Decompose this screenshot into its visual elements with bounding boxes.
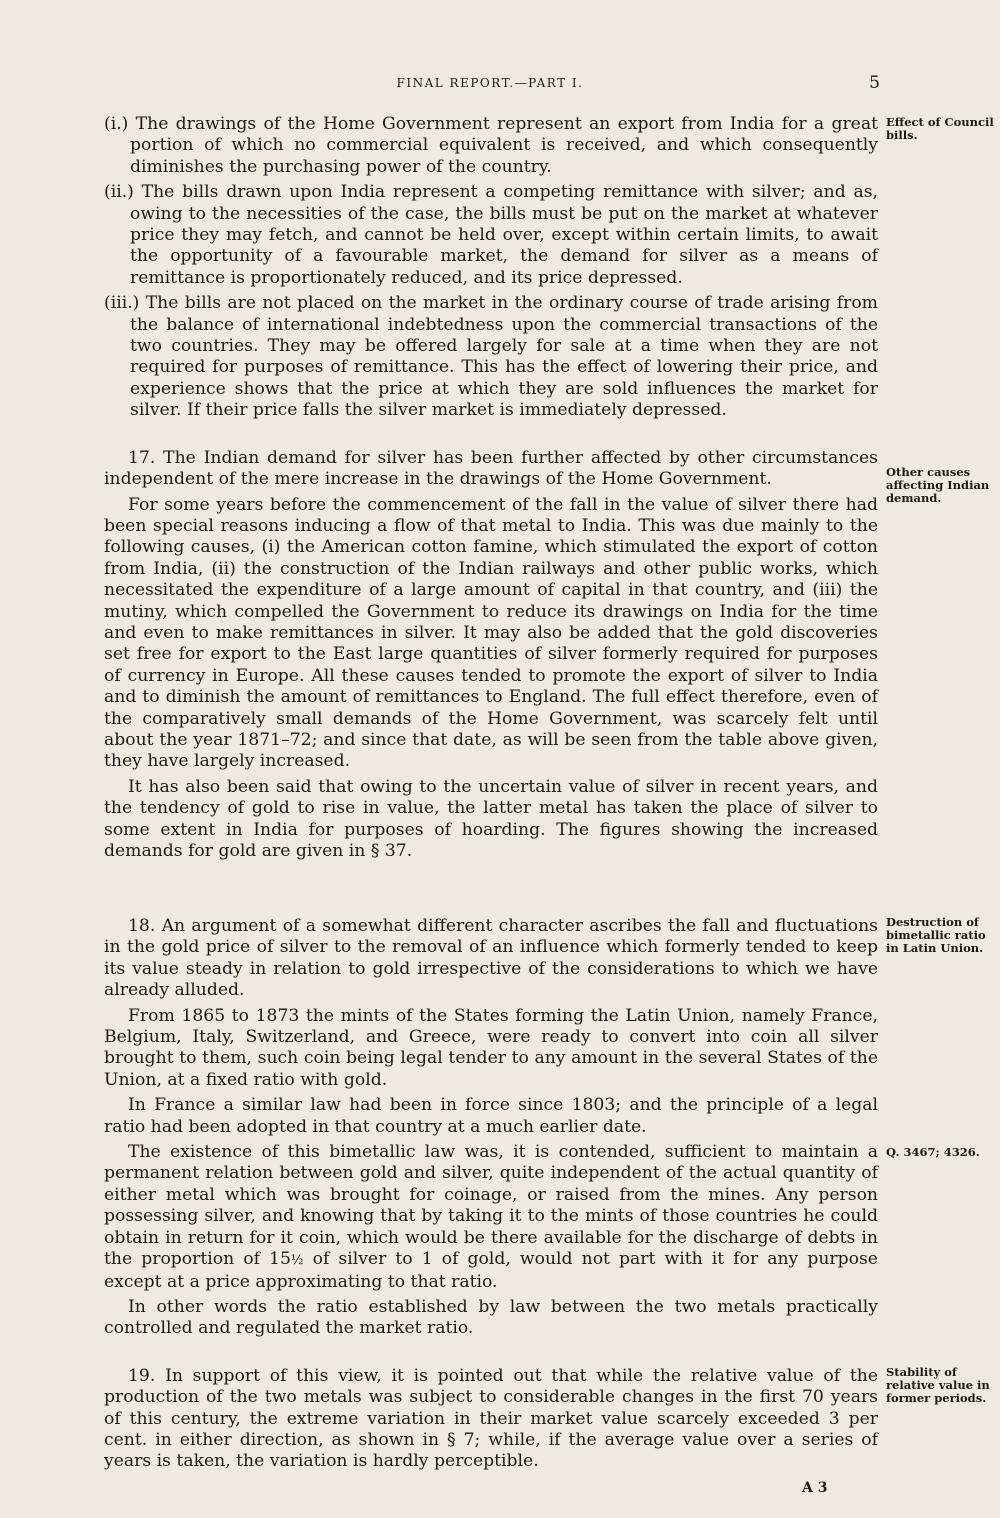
section-18-paragraph-4 <box>104 1142 878 1293</box>
section-18-heading-paragraph: 18. An argument of a somewhat different character ascribes the fall and fluctuations in the gold price of silver to the removal of an influence which formerly tended to keep its value steady in relation to gold irrespective of the considerations to which we have already alluded. <box>104 916 878 1001</box>
section-17-heading-paragraph: 17. The Indian demand for silver has been further affected by other circumstances independent of the mere increase in the drawings of the Home Government. <box>104 447 878 490</box>
paragraph-i: (i.) The drawings of the Home Government represent an export from India for a great portion of which no commercial equivalent is received, and which consequently diminishes the purchasing power of the country. <box>104 114 878 177</box>
margin-note-stability: Stability of relative value in former periods. <box>886 1365 990 1405</box>
section-18-paragraph-5: In other words the ratio established by law between the two metals practically controlled and regulated the market ratio. <box>104 1296 878 1339</box>
section-19-paragraph: 19. In support of this view, it is pointed out that while the relative value of the production of the two metals was subject to considerable changes in the first 70 years of this century, the extreme variation in their market value scarcely exceeded 3 per cent. in either direction, as shown in § 7; while, if the average value over a series of years is taken, the variation is hardly perceptible. <box>104 1365 878 1472</box>
margin-note-effect-of-council-bills: Effect of Council bills. <box>886 115 994 142</box>
fraction-half: ½ <box>290 1253 304 1269</box>
running-header <box>100 73 880 98</box>
body-text-bottom <box>104 916 878 1477</box>
body-text-top <box>104 114 878 866</box>
margin-note-destruction-ratio: Destruction of bimetallic ratio in Latin Union. <box>886 915 986 955</box>
signature-mark: A 3 <box>802 1480 828 1496</box>
section-18-paragraph-2: From 1865 to 1873 the mints of the States forming the Latin Union, namely France, Belgium, Italy, Switzerland, and Greece, were ready to convert into coin all silver brought to them, such coin being legal tender to any amount in the several States of the Union, at a fixed ratio with gold. <box>104 1005 878 1090</box>
section-18-paragraph-4-text: The existence of this bimetallic law was, it is contended, sufficient to maintain a permanent relation between gold and silver, quite independent of the actual quantity of either metal which was brought for coinage, or raised from the mines. Any person possessing silver, and knowing that by taking it to the mints of those countries he could obtain in return for it coin, which would be there available for the discharge of debts in the proportion of 15 <box>104 1142 878 1270</box>
paragraph-ii: (ii.) The bills drawn upon India represent a competing remittance with silver; and as, owing to the necessities of the case, the bills must be put on the market at whatever price they may fetch, and cannot be held over, except within certain limits, to await the opportunity of a favourable market, the demand for silver as a means of remittance is proportionately reduced, and its price depressed. <box>104 182 878 288</box>
paragraph-iii: (iii.) The bills are not placed on the market in the ordinary course of trade arising from the balance of international indebtedness upon the commercial transactions of the two countries. They may be offered largely for sale at a time when they are not required for purposes of remittance. This has the effect of lowering their price, and experience shows that the price at which they are sold influences the market for silver. If their price falls the silver market is immediately depressed. <box>104 293 878 421</box>
section-18-paragraph-3: In France a similar law had been in force since 1803; and the principle of a legal ratio had been adopted in that country at a much earlier date. <box>104 1095 878 1137</box>
section-17-paragraph-2: For some years before the commencement of the fall in the value of silver there had been special reasons inducing a flow of that metal to India. This was due mainly to the following causes, (i) the American cotton famine, which stimulated the export of cotton from India, (ii) the construction of the Indian railways and other public works, which necessitated the expenditure of a large amount of capital in that country, and (iii) the mutiny, which compelled the Government to reduce its drawings on India for the time and even to make remittances in silver. It may also be added that the gold discoveries set free for export to the East large quantities of silver formerly required for purposes of currency in Europe. All these causes tended to promote the export of silver to India and to diminish the amount of remittances to England. The full effect therefore, even of the comparatively small demands of the Home Government, was scarcely felt until about the year 1871–72; and since that date, as will be seen from the table above given, they have largely increased. <box>104 494 878 772</box>
header-title: FINAL REPORT.—PART I. <box>396 76 584 90</box>
margin-note-other-causes: Other causes affecting Indian demand. <box>886 465 990 505</box>
margin-note-question-refs: Q. 3467; 4326. <box>886 1145 980 1159</box>
section-18-paragraph-4-text-end: of silver to 1 of gold, would not part with it for any purpose except at a price approximating to that ratio. <box>104 1249 878 1292</box>
page-number: 5 <box>869 73 880 93</box>
section-17-paragraph-3: It has also been said that owing to the uncertain value of silver in recent years, and the tendency of gold to rise in value, the latter metal has taken the place of silver to some extent in India for purposes of hoarding. The figures showing the increased demands for gold are given in § 37. <box>104 776 878 861</box>
